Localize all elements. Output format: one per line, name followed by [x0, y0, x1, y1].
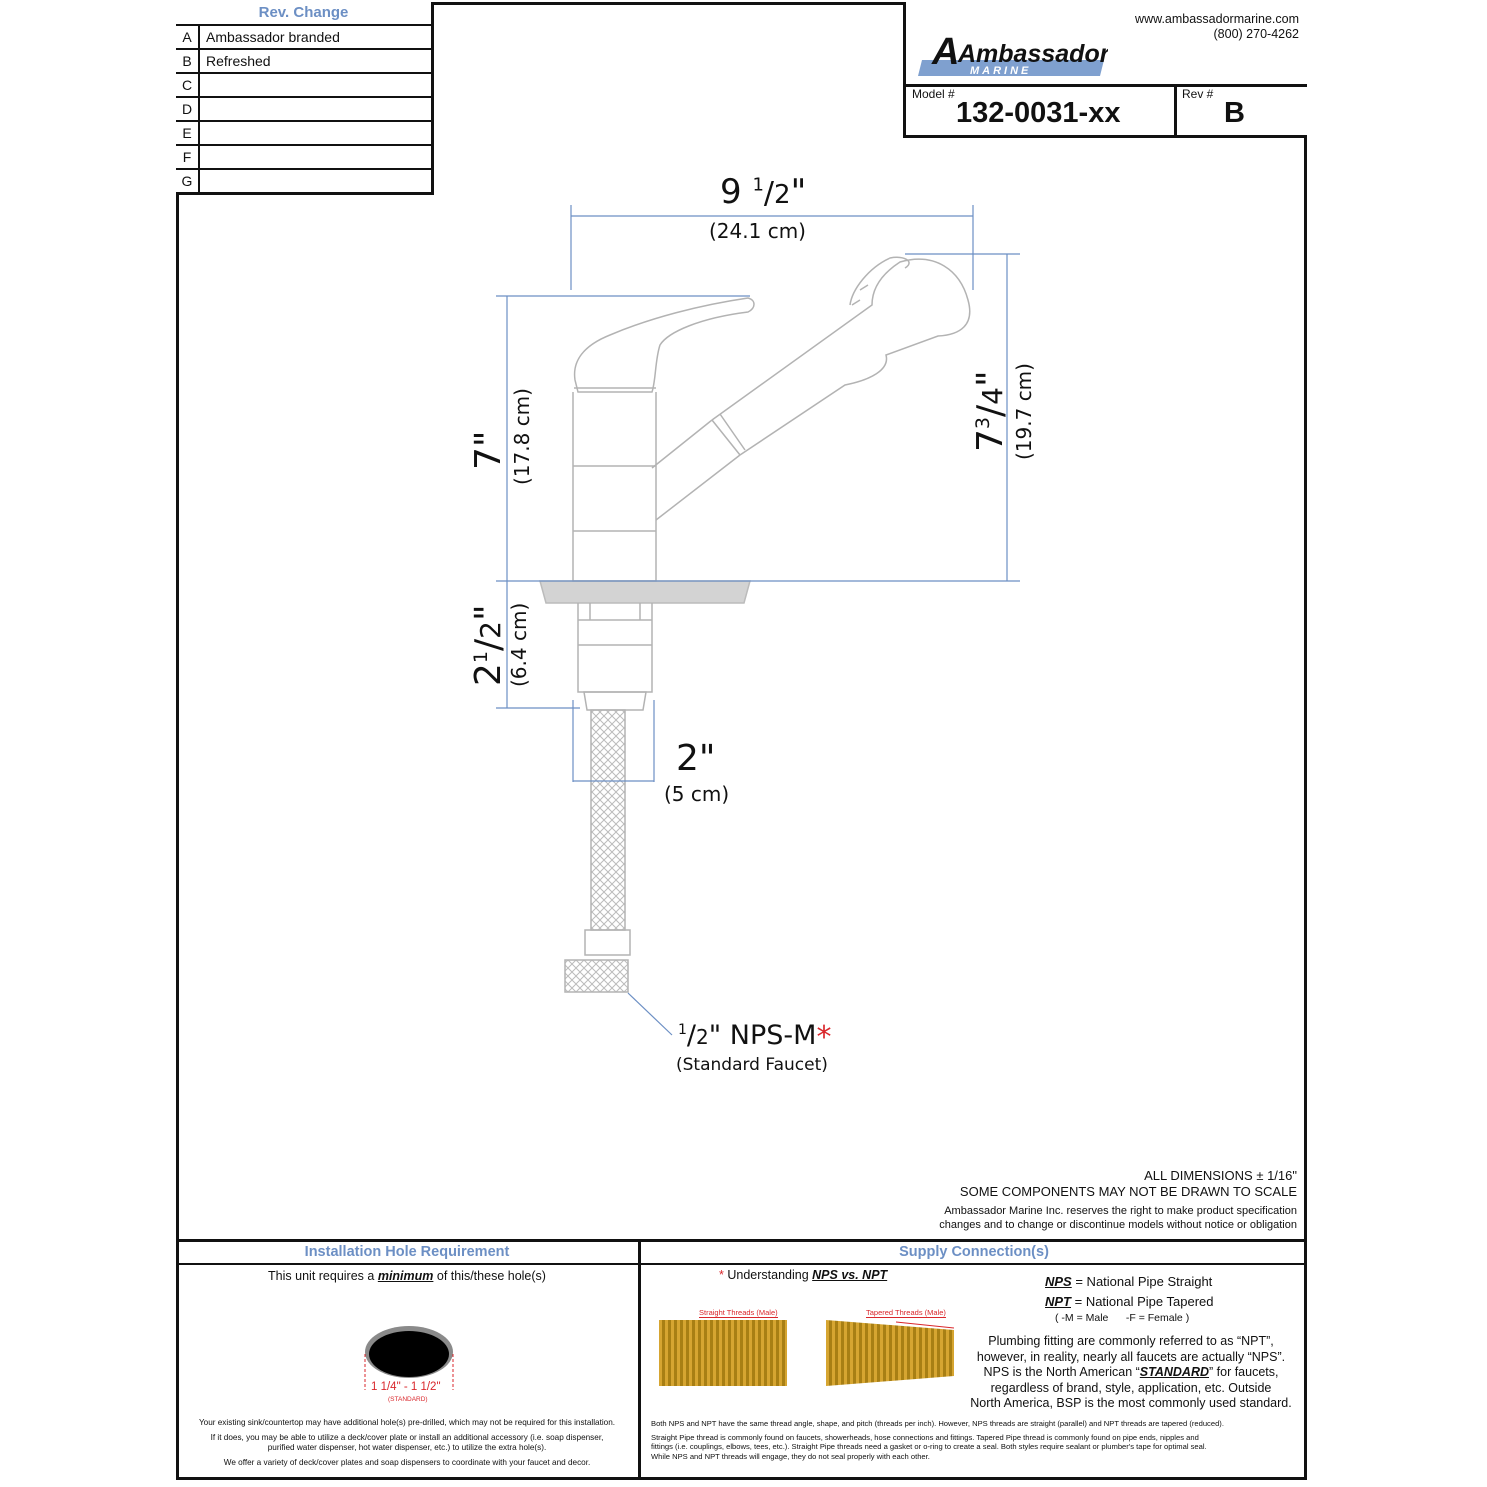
- model-label: Model #: [912, 87, 955, 101]
- revision-row: C: [176, 74, 431, 98]
- mounting-shank: [578, 603, 652, 692]
- hole-standard-note: (STANDARD): [388, 1396, 428, 1403]
- brand-name: Ambassador: [958, 40, 1108, 68]
- base-dimension: 2": [676, 738, 716, 779]
- brand-sub: MARINE: [970, 65, 1032, 77]
- fine-print-1: Both NPS and NPT have the same thread angle, shape, and pitch (threads per inch). However, NPS threads are straight (parallel) and NPT threads are tapered (reduced).: [651, 1419, 1224, 1428]
- scale-note: SOME COMPONENTS MAY NOT BE DRAWN TO SCALE: [959, 1184, 1297, 1199]
- svg-text:A: A: [932, 31, 960, 73]
- nps-definition: NPS = National Pipe Straight: [1045, 1274, 1213, 1289]
- installation-panel: [176, 1239, 641, 1480]
- hole-size: 1 1/4" - 1 1/2": [371, 1381, 441, 1393]
- rev-label: Rev #: [1182, 87, 1214, 101]
- base-metric: (5 cm): [664, 782, 730, 806]
- installation-header: Installation Hole Requirement: [176, 1242, 638, 1265]
- install-paragraph-3: We offer a variety of deck/cover plates and soap dispensers to coordinate with your faucet and decor.: [223, 1457, 591, 1467]
- disclaimer-line-2: changes and to change or discontinue models without notice or obligation: [939, 1219, 1297, 1231]
- installation-intro: This unit requires a minimum of this/these hole(s): [268, 1269, 546, 1283]
- revision-row: B Refreshed: [176, 50, 431, 74]
- install-paragraph-2a: If it does, you may be able to utilize a deck/cover plate or install an additional accessory (i.e. soap dispenser,: [210, 1432, 604, 1442]
- tapered-thread-icon: [826, 1320, 954, 1388]
- tolerance-note: ALL DIMENSIONS ± 1/16": [1144, 1168, 1297, 1183]
- disclaimer-line-1: Ambassador Marine Inc. reserves the right to make product specification: [944, 1205, 1297, 1217]
- phone: (800) 270-4262: [1213, 27, 1299, 41]
- rev-value: B: [1224, 97, 1245, 129]
- shank-metric: (6.4 cm): [507, 602, 531, 687]
- shank-dimension: $2^1/2$": [468, 604, 509, 686]
- nps-explanation: Plumbing fitting are commonly referred to as “NPT”, however, in reality, nearly all faucets are actually “NPS”. NPS is the North American “STANDARD” for faucets, regardless of brand, style, application, etc. Outside North America, BSP is the most commonly used standard.: [970, 1334, 1292, 1410]
- supply-panel: [641, 1239, 1307, 1480]
- revision-row: D: [176, 98, 431, 122]
- revision-row: E: [176, 122, 431, 146]
- supply-header: Supply Connection(s): [641, 1242, 1307, 1265]
- install-paragraph-1: Your existing sink/countertop may have additional hole(s) pre-drilled, which may not be required for this installation.: [198, 1418, 616, 1427]
- male-female-note: ( -M = Male -F = Female ): [1055, 1312, 1190, 1324]
- connection-label: $^1$/2" NPS-M*: [678, 1020, 832, 1055]
- fine-print-4: While NPS and NPT threads will engage, they do not seal properly with each other.: [651, 1451, 930, 1461]
- website: www.ambassadormarine.com: [1135, 12, 1299, 26]
- lever-handle: [575, 298, 754, 392]
- straight-threads-label: Straight Threads (Male): [699, 1308, 778, 1317]
- tapered-threads-label: Tapered Threads (Male): [866, 1308, 946, 1317]
- left-height-metric: (17.8 cm): [510, 388, 534, 485]
- width-metric: (24.1 cm): [709, 219, 806, 243]
- width-dimension: 9 $^1$/2": [720, 172, 807, 212]
- fine-print-3: fittings (i.e. couplings, elbows, tees, etc.). Straight Pipe threads need a gasket or o-ring to create a seal. Both styles require sealant or plumber's tape for optimal seal.: [651, 1442, 1207, 1451]
- revision-table-header: Rev. Change: [176, 2, 431, 26]
- revision-row: F: [176, 146, 431, 170]
- faucet-body: [573, 392, 656, 581]
- drawing-notes: [939, 1168, 1297, 1232]
- model-number: 132-0031-xx: [956, 97, 1121, 129]
- install-paragraph-2b: purified water dispenser, hot water dispenser, etc.) to utilize the extra hole(s).: [267, 1443, 547, 1452]
- revision-row: A Ambassador branded: [176, 26, 431, 50]
- supply-hose: [591, 710, 625, 930]
- straight-thread-icon: [659, 1320, 787, 1388]
- left-height-dimension: 7": [468, 430, 509, 470]
- right-height-metric: (19.7 cm): [1012, 363, 1036, 460]
- hose-fitting: [565, 960, 628, 992]
- connection-note: (Standard Faucet): [676, 1055, 828, 1075]
- pullout-spout: [712, 259, 970, 455]
- revision-row: G: [176, 170, 431, 192]
- right-height-dimension: $7^3/4$": [970, 370, 1011, 452]
- understanding-line: * Understanding NPS vs. NPT: [719, 1268, 888, 1282]
- npt-definition: NPT = National Pipe Tapered: [1045, 1294, 1214, 1309]
- fine-print-2: Straight Pipe thread is commonly found on faucets, showerheads, hose connections and fittings. Tapered Pipe thread is commonly found on pipe ends, nipples and: [651, 1432, 1199, 1442]
